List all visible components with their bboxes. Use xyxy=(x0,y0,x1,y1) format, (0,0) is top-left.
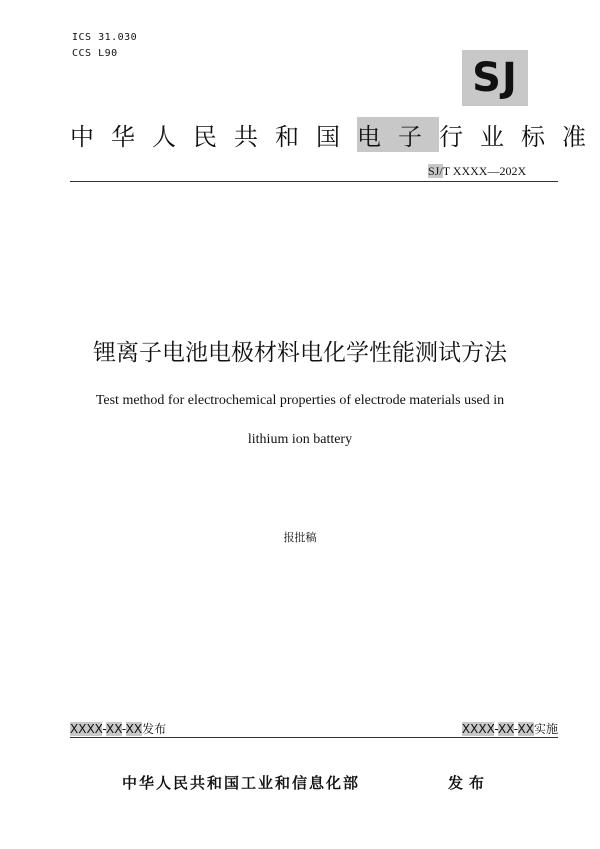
standard-prefix: SJ/ xyxy=(428,164,443,178)
heading-char: 行 xyxy=(439,123,463,151)
publish-month: XX xyxy=(106,722,122,736)
heading-char: 民 xyxy=(193,123,217,151)
publish-date xyxy=(70,720,166,737)
implement-day: XX xyxy=(517,722,534,736)
implement-year: XXXX xyxy=(461,722,495,736)
heading-char: 和 xyxy=(275,123,299,151)
heading-char: 华 xyxy=(111,123,135,151)
ics-code: ICS 31.030 xyxy=(72,32,138,43)
heading-char: 电 xyxy=(357,117,398,152)
implement-label: 实施 xyxy=(533,722,558,736)
heading-char: 标 xyxy=(521,123,545,151)
heading-char: 子 xyxy=(398,117,439,152)
implement-sep-1: - xyxy=(494,722,498,736)
english-title-line-1: Test method for electrochemical properties of electrode materials used in xyxy=(95,393,505,408)
standard-number xyxy=(424,163,530,180)
heading-char: 业 xyxy=(480,123,504,151)
bottom-divider xyxy=(70,737,558,738)
draft-status: 报批稿 xyxy=(283,531,317,544)
sj-logo: SJ xyxy=(462,50,528,106)
publish-sep-1: - xyxy=(102,722,107,736)
chinese-title: 锂离子电池电极材料电化学性能测试方法 xyxy=(93,340,507,366)
top-divider xyxy=(70,181,558,182)
heading-char: 人 xyxy=(152,123,176,151)
standard-number-value: T XXXX—202X xyxy=(442,164,527,178)
industry-standard-heading xyxy=(70,117,600,151)
publish-sep-2: - xyxy=(121,722,126,736)
implement-sep-2: - xyxy=(513,722,518,736)
heading-char: 准 xyxy=(562,123,586,151)
implement-date xyxy=(462,720,558,737)
heading-char: 共 xyxy=(234,123,258,151)
publish-label: 发布 xyxy=(142,722,167,736)
heading-char: 国 xyxy=(316,123,340,151)
publish-day: XX xyxy=(125,722,143,736)
heading-char: 中 xyxy=(70,123,94,151)
publish-year: XXXX xyxy=(70,722,103,736)
implement-month: XX xyxy=(497,722,514,736)
issuing-authority: 中华人民共和国工业和信息化部 xyxy=(122,774,361,792)
ccs-code: CCS L90 xyxy=(72,48,118,59)
english-title-line-2: lithium ion battery xyxy=(247,432,353,447)
issue-word: 发布 xyxy=(448,774,491,792)
